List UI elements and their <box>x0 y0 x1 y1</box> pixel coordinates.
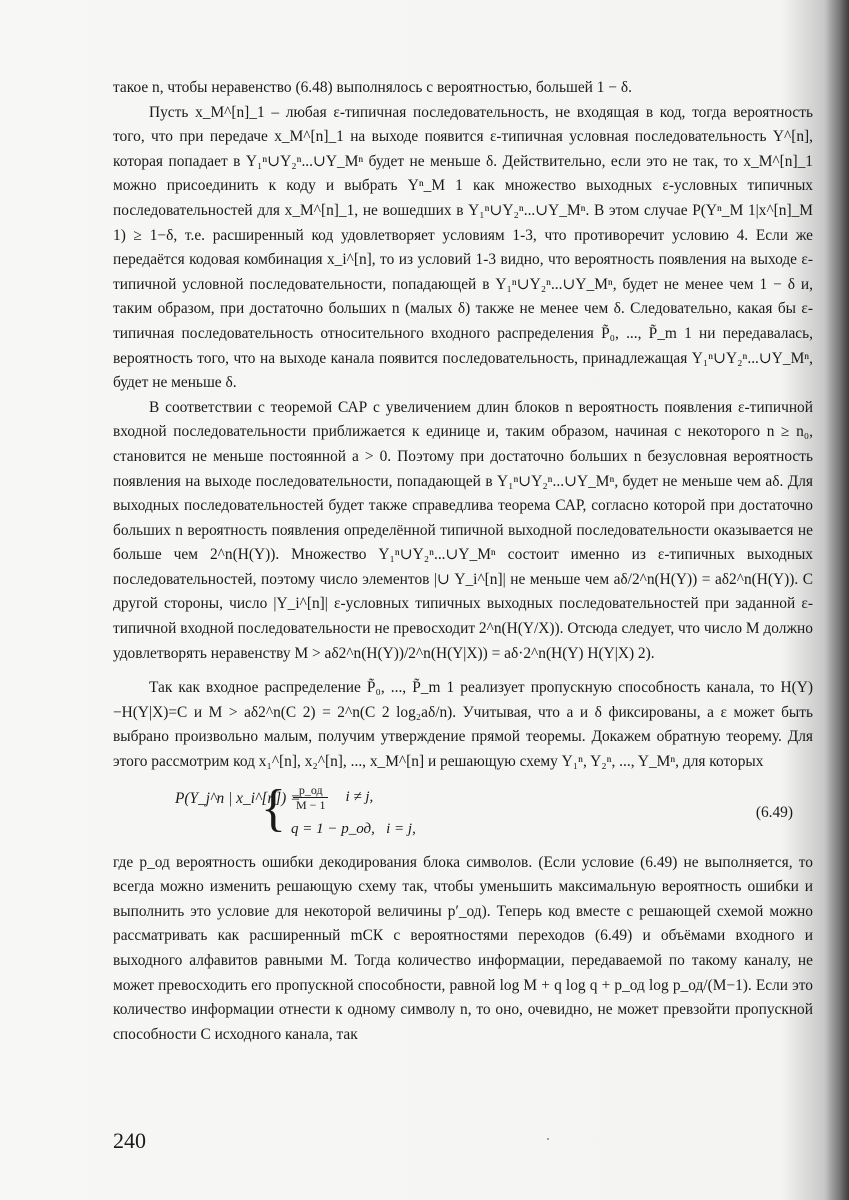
equation-case-1 <box>291 783 373 812</box>
paragraph-2: Пусть x_M^[n]_1 – любая ε-типичная последовательность, не входящая в код, тогда вероятность того, что при передаче x_M^[n]_1 на выходе появится ε-типичная условная последовательность Y^[n], которая попадает в Y₁ⁿ∪Y₂ⁿ...∪Y_Mⁿ будет не меньше δ. Действительно, если это не так, то x_M^[n]_1 можно присоединить к коду и выбрать Yⁿ_M 1 как множество выходных ε-условных типичных последовательностей для x_M^[n]_1, не вошедших в Y₁ⁿ∪Y₂ⁿ...∪Y_Mⁿ. В этом случае P(Yⁿ_M 1|x^[n]_M 1) ≥ 1−δ, т.е. расширенный код удовлетворяет условиям 1-3, что противоречит условию 4. Если же передаётся кодовая комбинация x_i^[n], то из условий 1-3 видно, что вероятность появления на выходе ε-типичной условной последовательности, попадающей в Y₁ⁿ∪Y₂ⁿ...∪Y_Mⁿ, будет не менее чем 1 − δ и, таким образом, при достаточно больших n (малых δ) также не менее чем δ. Следовательно, какая бы ε-типичная последовательность относительного входного распределения P̃₀, ..., P̃_m 1 ни передавалась, вероятность того, что на выходе канала появится последовательность, принадлежащая Y₁ⁿ∪Y₂ⁿ...∪Y_Mⁿ, будет не меньше δ. <box>113 103 813 392</box>
case2-expression: q = 1 − p_од, <box>291 820 375 837</box>
equation-lhs: P(Y_j^n | x_i^[n]) = <box>175 789 301 807</box>
equation-case-2 <box>291 817 416 842</box>
case1-numerator: p_од <box>293 783 328 798</box>
case1-condition: i ≠ j, <box>345 788 374 805</box>
case1-denominator: M − 1 <box>296 797 326 812</box>
page-number: 240 <box>113 1128 146 1153</box>
equation-number: (6.49) <box>755 803 793 821</box>
case2-condition: i = j, <box>386 820 416 837</box>
page-edge-shadow <box>825 0 849 1200</box>
paragraph-5: где p_од вероятность ошибки декодирования блока символов. (Если условие (6.49) не выполняется, то всегда можно изменить решающую схему так, чтобы уменьшить максимальную вероятность ошибки и выполнить это условие для некоторой величины p′_од). Теперь код вместе с решающей схемой можно рассматривать как расширенный mСК с вероятностями переходов (6.49) и объёмами входного и выходного алфавитов равными M. Тогда количество информации, передаваемой по такому каналу, не может превосходить его пропускной способности, равной log M + q log q + p_од log p_од/(M−1). Если это количество информации отнести к одному символу n, то оно, очевидно, не может превзойти пропускной способности C исходного канала, так <box>113 853 813 1043</box>
paragraph-3: В соответствии с теоремой САР с увеличением длин блоков n вероятность появления ε-типичной входной последовательности приближается к единице и, таким образом, начиная с некоторого n ≥ n₀, становится не меньше постоянной a > 0. Поэтому при достаточно больших n безусловная вероятность появления на выходе последовательности, попадающей в Y₁ⁿ∪Y₂ⁿ...∪Y_Mⁿ, будет не меньше чем aδ. Для выходных последовательностей будет также справедлива теорема САР, согласно которой при достаточно больших n вероятность появления определённой типичной выходной последовательности оказывается не больше чем 2^n(H(Y)). Множество Y₁ⁿ∪Y₂ⁿ...∪Y_Mⁿ состоит именно из ε-типичных выходных последовательностей, поэтому число элементов |∪ Y_i^[n]| не меньше чем aδ/2^n(H(Y)) = aδ2^n(H(Y)). С другой стороны, число |Y_i^[n]| ε-условных типичных выходных последовательностей при заданной ε-типичной входной последовательности не превосходит 2^n(H(Y/X)). Отсюда следует, что число M должно удовлетворять неравенству M > aδ2^n(H(Y))/2^n(H(Y|X)) = aδ·2^n(H(Y) H(Y|X) 2). <box>113 398 813 662</box>
equation-brace: { <box>261 779 286 837</box>
equation-6-49 <box>113 781 813 845</box>
scan-speck <box>547 1138 549 1140</box>
paragraph-4: Так как входное распределение P̃₀, ..., P̃_m 1 реализует пропускную способность канала, то H(Y)−H(Y|X)=C и M > aδ2^n(C 2) = 2^n(C 2 log₂aδ/n). Учитывая, что a и δ фиксированы, а ε может быть выбрано произвольно малым, получим утверждение прямой теоремы. Докажем обратную теорему. Для этого рассмотрим код x₁^[n], x₂^[n], ..., x_M^[n] и решающую схему Y₁ⁿ, Y₂ⁿ, ..., Y_Mⁿ, для которых <box>113 679 813 771</box>
paragraph-1: такое n, чтобы неравенство (6.48) выполнялось с вероятностью, большей 1 − δ. <box>113 79 632 96</box>
body-text <box>113 76 813 1047</box>
